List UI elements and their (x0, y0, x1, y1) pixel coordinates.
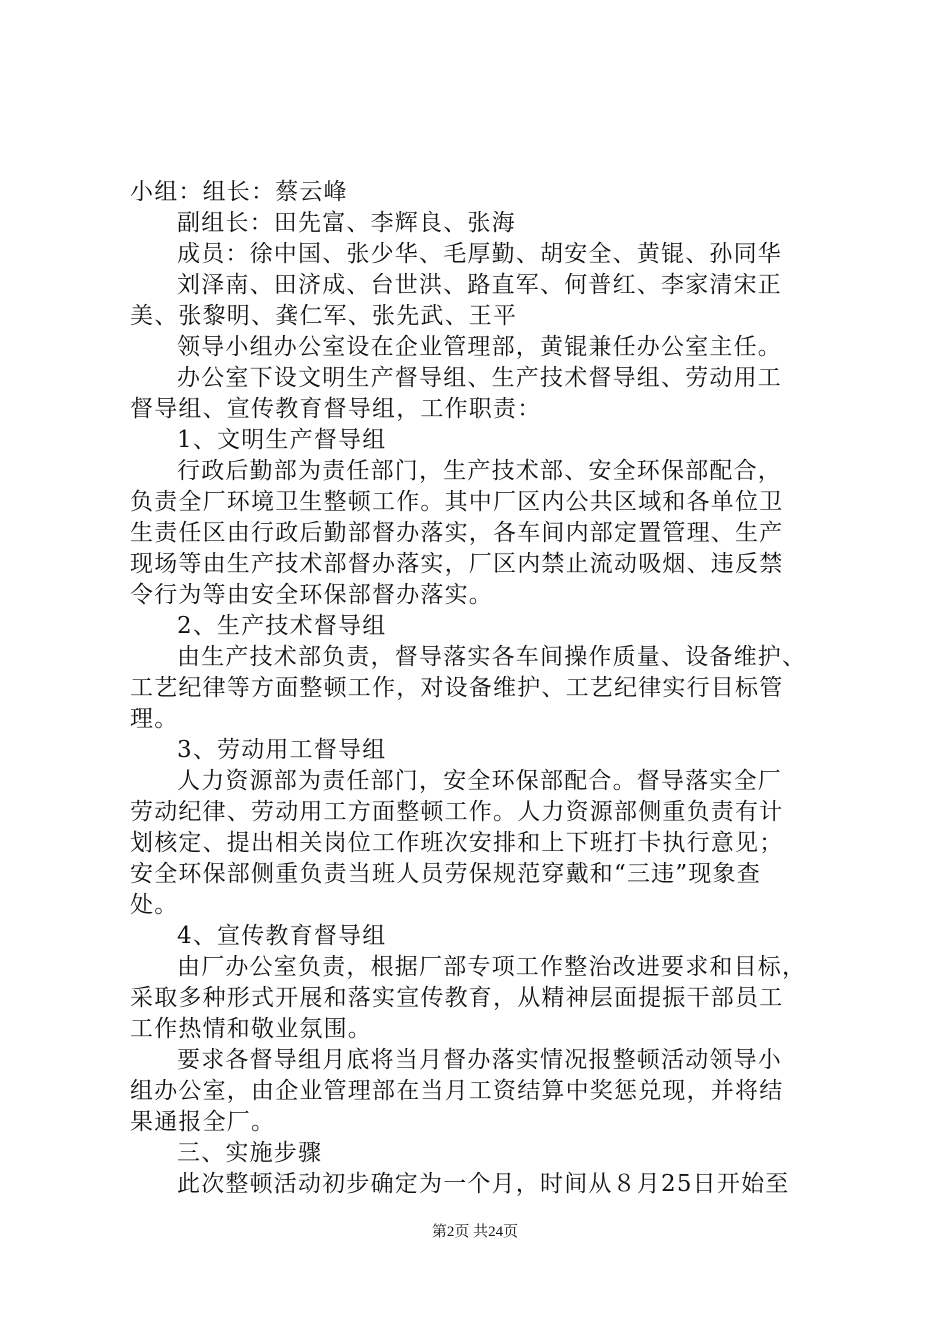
text-line: 工作热情和敬业氛围。 (130, 1016, 372, 1042)
section-heading: 4、宣传教育督导组 (177, 923, 387, 949)
text-line: 此次整顿活动初步确定为一个月，时间从８月25日开始至 (177, 1171, 790, 1197)
text-line: 领导小组办公室设在企业管理部，黄锟兼任办公室主任。 (177, 334, 782, 360)
text-line: 办公室下设文明生产督导组、生产技术督导组、劳动用工 (177, 365, 782, 391)
text-line: 行政后勤部为责任部门，生产技术部、安全环保部配合， (177, 458, 782, 484)
text-line: 生责任区由行政后勤部督办落实，各车间内部定置管理、生产 (130, 520, 784, 546)
text-line: 成员：徐中国、张少华、毛厚勤、胡安全、黄锟、孙同华 (177, 241, 782, 267)
text-line: 负责全厂环境卫生整顿工作。其中厂区内公共区域和各单位卫 (130, 489, 784, 515)
text-line: 工艺纪律等方面整顿工作，对设备维护、工艺纪律实行目标管 (130, 675, 784, 701)
text-line: 由生产技术部负责，督导落实各车间操作质量、设备维护、 (177, 644, 807, 670)
section-heading: 2、生产技术督导组 (177, 613, 387, 639)
section-heading: 3、劳动用工督导组 (177, 737, 387, 763)
text-line: 美、张黎明、龚仁军、张先武、王平 (130, 303, 518, 329)
text-line: 划核定、提出相关岗位工作班次安排和上下班打卡执行意见； (130, 830, 784, 856)
text-line: 由厂办公室负责，根据厂部专项工作整治改进要求和目标， (177, 954, 807, 980)
text-line: 人力资源部为责任部门，安全环保部配合。督导落实全厂 (177, 768, 782, 794)
text-line: 采取多种形式开展和落实宣传教育，从精神层面提振干部员工 (130, 985, 784, 1011)
text-line: 处。 (130, 892, 179, 918)
text-line: 刘泽南、田济成、台世洪、路直军、何普红、李家清宋正 (177, 272, 782, 298)
section-heading: 1、文明生产督导组 (177, 427, 387, 453)
text-line: 督导组、宣传教育督导组，工作职责： (130, 396, 542, 422)
section-heading: 三、实施步骤 (177, 1140, 323, 1166)
text-line: 现场等由生产技术部督办落实，厂区内禁止流动吸烟、违反禁 (130, 551, 784, 577)
text-line: 劳动纪律、劳动用工方面整顿工作。人力资源部侧重负责有计 (130, 799, 784, 825)
text-line: 安全环保部侧重负责当班人员劳保规范穿戴和“三违”现象查 (130, 861, 761, 887)
text-line: 组办公室，由企业管理部在当月工资结算中奖惩兑现，并将结 (130, 1078, 784, 1104)
text-line: 果通报全厂。 (130, 1109, 276, 1135)
text-line: 要求各督导组月底将当月督办落实情况报整顿活动领导小 (177, 1047, 782, 1073)
text-line: 副组长：田先富、李辉良、张海 (177, 210, 516, 236)
text-line: 小组：组长：蔡云峰 (130, 179, 348, 205)
page-number-footer: 第2页 共24页 (431, 1224, 519, 1240)
text-line: 令行为等由安全环保部督办落实。 (130, 582, 493, 608)
text-line: 理。 (130, 706, 179, 732)
